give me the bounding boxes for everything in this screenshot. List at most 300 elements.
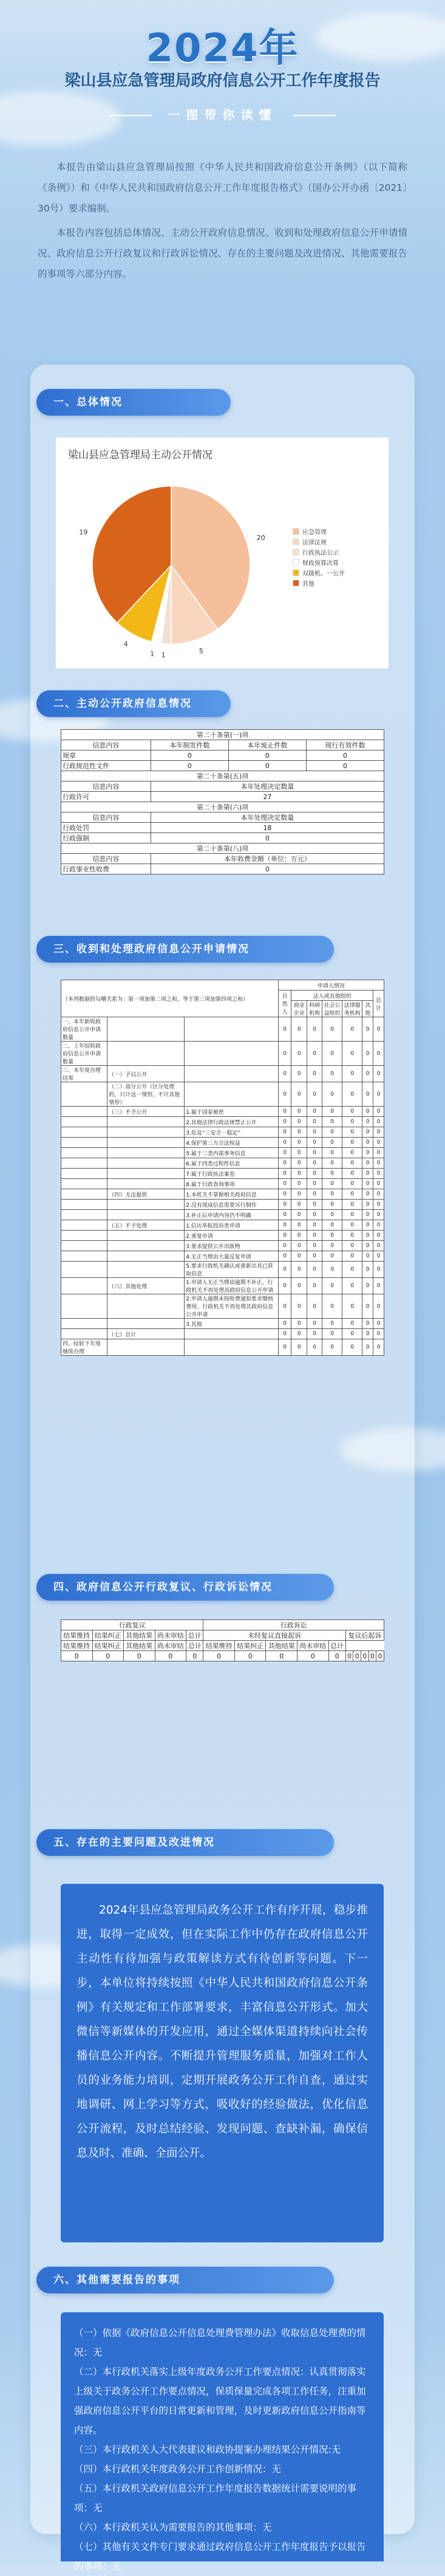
table-cell: 0 xyxy=(306,761,384,771)
pie-data-label: 1 xyxy=(161,651,166,659)
table-cell: 0 xyxy=(307,1262,322,1278)
table-col-header: 本年制发件数 xyxy=(151,740,228,750)
table-cell: 0 xyxy=(291,1148,307,1158)
table-row xyxy=(61,1329,384,1339)
table-cell: 0 xyxy=(278,1329,291,1339)
table-cell: 0 xyxy=(278,1127,291,1138)
table-row xyxy=(61,1251,384,1262)
table-cell: 0 xyxy=(307,1189,322,1200)
table-cell: 0 xyxy=(297,1651,328,1661)
table-cell: 0 xyxy=(291,1329,307,1339)
table-cell: 0 xyxy=(373,1220,384,1231)
table-cell: 0 xyxy=(291,1294,307,1319)
table-cell: 1.属于国家秘密 xyxy=(185,1107,279,1117)
table-cell xyxy=(185,1082,279,1107)
table-cell: （五）不予处理 xyxy=(107,1220,185,1231)
table-cell: 0 xyxy=(278,1210,291,1220)
table-cell: 0 xyxy=(361,1651,369,1661)
table-row xyxy=(61,1042,384,1066)
table-cell xyxy=(61,1251,107,1262)
table-cell: 0 xyxy=(307,1138,322,1148)
table-cell xyxy=(61,1127,107,1138)
table-cell: 0 xyxy=(373,1117,384,1127)
table-cell: 0 xyxy=(362,1179,373,1189)
table-cell: 0 xyxy=(342,1138,362,1148)
table-cell: 0 xyxy=(362,1319,373,1329)
table-cell xyxy=(107,1117,185,1127)
table-row xyxy=(61,864,384,874)
table-cell: 0 xyxy=(291,1158,307,1169)
table-col-header: 总计 xyxy=(186,1630,203,1641)
table-col-header: 其他结果 xyxy=(266,1641,297,1651)
table-cell xyxy=(61,1294,107,1319)
table-cell xyxy=(61,1329,107,1339)
table-cell: 0 xyxy=(362,1220,373,1231)
table-cell: 0 xyxy=(291,1169,307,1179)
table-cell: 0 xyxy=(322,1138,342,1148)
table-cell xyxy=(107,1241,185,1251)
table-cell: 0 xyxy=(307,1179,322,1189)
table-row xyxy=(61,1651,384,1661)
report-header xyxy=(0,0,445,128)
table-cell xyxy=(61,1138,107,1148)
table-cell: 0 xyxy=(342,1329,362,1339)
table-cell: 0 xyxy=(291,1082,307,1107)
table-cell xyxy=(107,1169,185,1179)
table-cell: 2.申请人逾期未按收费通知要求缴纳费用、行政机关不再处理其政府信息公开申请 xyxy=(185,1294,279,1319)
table-cell: 0 xyxy=(362,1251,373,1262)
table-col-header: 尚未审结 xyxy=(155,1630,186,1641)
table-cell: 0 xyxy=(291,1127,307,1138)
table-cell: 0 xyxy=(278,1017,291,1042)
legend-label: 其他 xyxy=(302,581,314,588)
table-cell xyxy=(107,1262,185,1278)
table-cell: 0 xyxy=(342,1294,362,1319)
table-cell: 0 xyxy=(61,1651,93,1661)
table-cell: 0 xyxy=(306,750,384,761)
chart-legend xyxy=(293,527,345,589)
pie-data-label: 19 xyxy=(79,528,88,537)
table-row xyxy=(61,1158,384,1169)
table-cell: 0 xyxy=(373,1231,384,1241)
table-cell: 0 xyxy=(362,1210,373,1220)
table-cell: 0 xyxy=(291,1066,307,1082)
table-col-header: 本年处理决定数量 xyxy=(151,781,384,792)
table-cell: 0 xyxy=(307,1220,322,1231)
other-matter-item: （五）本行政机关政府信息公开工作年度报告数据统计需要说明的事项：无 xyxy=(74,2483,357,2513)
legend-item xyxy=(293,527,345,538)
table-cell: 5.要求行政机关确认或重新出具已获取信息 xyxy=(185,1262,279,1278)
table-cell: 0 xyxy=(373,1329,384,1339)
table-cell: 0 xyxy=(203,1651,235,1661)
table-cell: 0 xyxy=(373,1339,384,1356)
table-cell xyxy=(61,1210,107,1220)
table-cell: 0 xyxy=(322,1179,342,1189)
table-cell: 0 xyxy=(322,1066,342,1082)
table-row xyxy=(61,1179,384,1189)
table-cell xyxy=(61,1231,107,1241)
table-cell: 0 xyxy=(307,1127,322,1138)
other-matter-item: （二）本行政机关落实上级年度政务公开工作要点情况：认真贯彻落实上级关于政务公开工作要点情况，保质保量完成各项工作任务，注重加强政府信息公开平台的日常更新和管理，及时更新政府信息公开指南等内容。 xyxy=(74,2366,366,2436)
table-cell xyxy=(185,1017,279,1042)
table-cell: 0 xyxy=(342,1241,362,1251)
table-cell: 0 xyxy=(291,1138,307,1148)
table-cell: 0 xyxy=(322,1329,342,1339)
table-row xyxy=(61,1231,384,1241)
table-cell xyxy=(61,1278,107,1294)
table-cell: 0 xyxy=(342,1189,362,1200)
legend-swatch xyxy=(293,538,299,545)
table-col-header: 尚未审结 xyxy=(297,1641,328,1651)
table-cell: 0 xyxy=(322,1148,342,1158)
problems-summary xyxy=(61,1884,384,2242)
table-cell: 0 xyxy=(362,1231,373,1241)
table-cell: 0 xyxy=(362,1117,373,1127)
table-cell: 0 xyxy=(278,1148,291,1158)
section-title: 三、收到和处理政府信息公开申请情况 xyxy=(36,936,334,963)
table-cell: 0 xyxy=(342,1220,362,1231)
table-cell: 0 xyxy=(342,1251,362,1262)
table-cell: 0 xyxy=(373,1127,384,1138)
table-cell xyxy=(61,1107,107,1117)
table-cell: 二、上年结转政府信息公开申请数量 xyxy=(61,1042,107,1066)
legend-item xyxy=(293,569,345,579)
section-title: 五、存在的主要问题及改进情况 xyxy=(36,1829,334,1856)
table-cell: 0 xyxy=(373,1082,384,1107)
table-row xyxy=(61,1278,384,1294)
table-cell: 四、结转下年度继续办理 xyxy=(61,1339,107,1356)
table-cell: 6.属于四类过程性信息 xyxy=(185,1158,279,1169)
table-col-header: 结果维持 xyxy=(61,1630,93,1641)
table-cell: 0 xyxy=(342,1017,362,1042)
table-row xyxy=(61,1169,384,1179)
table-cell: 0 xyxy=(373,1251,384,1262)
table-cell: 0 xyxy=(362,1127,373,1138)
table-cell: 0 xyxy=(373,1294,384,1319)
table-cell xyxy=(61,1169,107,1179)
table-cell: 0 xyxy=(322,1251,342,1262)
other-matter-item: （一）依据《政府信息公开信息处理费管理办法》收取信息处理费的情况：无 xyxy=(74,2327,366,2358)
table-cell: 0 xyxy=(307,1278,322,1294)
table-cell: 0 xyxy=(151,750,228,761)
table-cell: 0 xyxy=(373,1262,384,1278)
table-cell: 0 xyxy=(342,1066,362,1082)
table-cell: 0 xyxy=(278,1231,291,1241)
table-cell: 0 xyxy=(373,1066,384,1082)
table-cell: 行政事业性收费 xyxy=(61,864,151,874)
table-cell: 0 xyxy=(307,1158,322,1169)
legend-swatch xyxy=(293,580,299,586)
table-cell xyxy=(61,1200,107,1210)
table-cell xyxy=(61,1148,107,1158)
legend-label: 法律法规 xyxy=(302,540,327,546)
legend-label: 行政执法公示 xyxy=(302,550,339,557)
table-cell: 0 xyxy=(307,1082,322,1107)
table-section-header: 第二十条第(六)项 xyxy=(61,802,384,812)
table-cell: 0 xyxy=(278,1220,291,1231)
table-cell: 0 xyxy=(278,1158,291,1169)
table-col-header: 自然人 xyxy=(278,991,291,1017)
table-cell: 0 xyxy=(373,1148,384,1158)
table-col-header: 商业企业 xyxy=(291,1001,307,1017)
table-col-header: 法律服务机构 xyxy=(342,1001,362,1017)
table-cell: 3.危及“三安全一稳定” xyxy=(185,1127,279,1138)
table-cell: 0 xyxy=(362,1138,373,1148)
table-cell: 0 xyxy=(291,1231,307,1241)
table-cell xyxy=(185,1042,279,1066)
table-cell: 2.重复申请 xyxy=(185,1231,279,1241)
table-cell: 4.无正当理由大量反复申请 xyxy=(185,1251,279,1262)
table-cell: 0 xyxy=(322,1082,342,1107)
table-cell: 0 xyxy=(307,1319,322,1329)
table-col-header: 信息内容 xyxy=(61,812,151,823)
table-cell: 1.本机关不掌握相关政府信息 xyxy=(185,1189,279,1200)
table-cell: 0 xyxy=(151,864,384,874)
table-row xyxy=(61,1339,384,1356)
table-corner-note: （本列数据的勾稽关系为：第一项加第二项之和，等于第三项加第四项之和） xyxy=(61,980,279,1017)
table-cell: 0 xyxy=(373,1017,384,1042)
table-cell xyxy=(107,1042,185,1066)
table-cell xyxy=(107,1210,185,1220)
table-cell: 0 xyxy=(291,1251,307,1262)
legend-swatch xyxy=(293,549,299,555)
table-cell: 27 xyxy=(151,792,384,802)
report-title: 梁山县应急管理局政府信息公开工作年度报告 xyxy=(64,72,381,90)
table-col-header: 尚未审结 xyxy=(155,1641,186,1651)
section-title: 四、政府信息公开行政复议、行政诉讼情况 xyxy=(36,1574,334,1601)
table-cell: 0 xyxy=(278,1117,291,1127)
table-cell: 0 xyxy=(307,1329,322,1339)
table-cell xyxy=(107,1251,185,1262)
legend-label: 双随机、一公开 xyxy=(302,571,345,577)
table-col-header: 法人或其他组织 xyxy=(291,991,373,1001)
table-cell: 0 xyxy=(307,1117,322,1127)
intro-paragraph: 本报告内容包括总体情况、主动公开政府信息情况、收到和处理政府信息公开申请情况、政府信息公开行政复议和行政诉讼情况、存在的主要问题及改进情况、其他需要报告的事项等六部分内容。 xyxy=(38,227,407,280)
table-cell xyxy=(61,1117,107,1127)
table-cell: 0 xyxy=(342,1158,362,1169)
table-cell: 0 xyxy=(342,1148,362,1158)
table-cell: 0 xyxy=(373,1158,384,1169)
section-title: 六、其他需要报告的事项 xyxy=(36,2267,334,2293)
table-cell: 3.其他 xyxy=(185,1319,279,1329)
table-row xyxy=(61,823,384,833)
table-col-header: 现行有效件数 xyxy=(306,740,384,750)
table-cell: 行政规范性文件 xyxy=(61,761,151,771)
table-cell: 0 xyxy=(278,1179,291,1189)
table-cell: 0 xyxy=(291,1042,307,1066)
table-cell: 0 xyxy=(322,1220,342,1231)
table-cell: 0 xyxy=(322,1319,342,1329)
table-cell xyxy=(107,1231,185,1241)
pie-data-label: 1 xyxy=(150,650,155,658)
table-col-header: 本年废止件数 xyxy=(228,740,306,750)
table-cell: 0 xyxy=(362,1339,373,1356)
application-handling-table xyxy=(61,980,384,1356)
table-cell: 0 xyxy=(186,1651,203,1661)
table-cell: 0 xyxy=(291,1179,307,1189)
table-cell: 0 xyxy=(278,1251,291,1262)
table-col-header: 复议后起诉 xyxy=(345,1630,384,1641)
table-cell xyxy=(185,1339,279,1356)
table-row xyxy=(61,1066,384,1082)
proactive-disclosure-table xyxy=(61,729,384,874)
table-row xyxy=(61,1138,384,1148)
table-col-header: 结果纠正 xyxy=(92,1630,124,1641)
legend-item xyxy=(293,579,345,589)
table-cell: 0 xyxy=(266,1651,297,1661)
table-cell xyxy=(107,1179,185,1189)
table-cell: 3.要求提供公开出版物 xyxy=(185,1241,279,1251)
table-cell: 0 xyxy=(342,1169,362,1179)
table-col-header: 总计 xyxy=(186,1641,203,1651)
table-cell: 0 xyxy=(278,1262,291,1278)
table-cell: 0 xyxy=(291,1262,307,1278)
table-col-header: 总计 xyxy=(328,1641,345,1651)
table-cell: 0 xyxy=(342,1319,362,1329)
table-cell: 0 xyxy=(342,1278,362,1294)
other-matter-item: （三）本行政机关人大代表建议和政协提案办理结果公开情况:无 xyxy=(74,2444,341,2455)
table-cell: 三、本年度办理结果 xyxy=(61,1066,107,1082)
table-row xyxy=(61,1017,384,1042)
table-cell xyxy=(61,1220,107,1231)
table-cell: 0 xyxy=(322,1294,342,1319)
table-cell: 0 xyxy=(373,1179,384,1189)
table-cell: 0 xyxy=(291,1107,307,1117)
table-cell: 0 xyxy=(278,1241,291,1251)
table-cell: 0 xyxy=(278,1189,291,1200)
table-cell: 0 xyxy=(228,761,306,771)
table-col-header: 其他结果 xyxy=(124,1641,155,1651)
table-cell xyxy=(61,1241,107,1251)
table-cell: 0 xyxy=(373,1278,384,1294)
table-cell: 0 xyxy=(234,1651,266,1661)
table-row xyxy=(61,1200,384,1210)
table-cell xyxy=(107,1339,185,1356)
table-cell: 行政处罚 xyxy=(61,823,151,833)
table-cell xyxy=(107,1200,185,1210)
table-col-header: 本年收费金额（单位：万元） xyxy=(151,854,384,864)
legend-label: 财政预算决算 xyxy=(302,560,339,567)
table-cell: 0 xyxy=(307,1169,322,1179)
table-cell: 0 xyxy=(342,1042,362,1066)
legend-item xyxy=(293,538,345,548)
table-section-header: 第二十条第(八)项 xyxy=(61,843,384,854)
table-cell: 0 xyxy=(92,1651,124,1661)
table-row xyxy=(61,1117,384,1127)
table-cell xyxy=(107,1158,185,1169)
table-cell: 0 xyxy=(373,1200,384,1210)
table-cell: （一）予以公开 xyxy=(107,1066,185,1082)
table-cell: 0 xyxy=(322,1262,342,1278)
table-row xyxy=(61,1294,384,1319)
table-cell: 0 xyxy=(228,750,306,761)
table-section-header: 第二十条第(一)项 xyxy=(61,730,384,740)
table-cell: 0 xyxy=(342,1200,362,1210)
table-cell: （三）不予公开 xyxy=(107,1107,185,1117)
table-cell: 0 xyxy=(307,1210,322,1220)
table-cell: 行政强制 xyxy=(61,833,151,843)
table-cell: 0 xyxy=(362,1200,373,1210)
table-cell xyxy=(107,1127,185,1138)
summary-paragraph: 2024年县应急管理局政务公开工作有序开展，稳步推进，取得一定成效，但在实际工作中仍存在政府信息公开主动性有待加强与政策解读方式有待创新等问题。下一步，本单位将持续按照《中华人民共和国政府信息公开条例》有关规定和工作部署要求，丰富信息公开形式。加大微信等新媒体的开发应用，通过全媒体渠道持续向社会传播信息公开内容。不断提升管理服务质量，加强对工作人员的业务能力培训，定期开展政务公开工作自查，通过实地调研、网上学习等方式，吸收好的经验做法，优化信息公开流程，及时总结经验、发现问题、查缺补漏，确保信息及时、准确、全面公开。 xyxy=(76,1904,368,2160)
table-cell: 0 xyxy=(322,1189,342,1200)
table-cell: 18 xyxy=(151,823,384,833)
table-cell: 0 xyxy=(342,1262,362,1278)
table-cell: 0 xyxy=(278,1107,291,1117)
table-cell: 0 xyxy=(278,1319,291,1329)
table-cell: 0 xyxy=(373,1042,384,1066)
table-cell: 0 xyxy=(278,1066,291,1082)
table-cell xyxy=(61,1189,107,1200)
table-cell: 0 xyxy=(291,1117,307,1127)
table-cell: 0 xyxy=(373,1169,384,1179)
other-matters xyxy=(61,2312,384,2572)
table-cell: 0 xyxy=(373,1319,384,1329)
section-title: 二、主动公开政府信息情况 xyxy=(36,690,231,717)
table-cell: 4.保护第三方合法权益 xyxy=(185,1138,279,1148)
pie-chart xyxy=(56,438,389,668)
table-cell xyxy=(61,1319,107,1329)
table-row xyxy=(61,1262,384,1278)
table-cell: 0 xyxy=(307,1148,322,1158)
table-cell: 3.补正后申请内容仍不明确 xyxy=(185,1210,279,1220)
table-cell: 0 xyxy=(362,1329,373,1339)
table-cell: 0 xyxy=(342,1179,362,1189)
table-cell: 0 xyxy=(362,1042,373,1066)
other-matter-item: （七）其他有关文件专门要求通过政府信息公开工作年度报告予以报告的事项：无 xyxy=(74,2541,366,2572)
table-cell: 0 xyxy=(291,1200,307,1210)
table-cell: 0 xyxy=(322,1200,342,1210)
table-cell: 0 xyxy=(291,1241,307,1251)
table-col-header: 社会公益组织 xyxy=(322,1001,342,1017)
table-cell xyxy=(61,1262,107,1278)
table-cell: （七）总计 xyxy=(107,1329,185,1339)
table-cell: 0 xyxy=(322,1117,342,1127)
review-litigation-table xyxy=(61,1619,384,1661)
table-row xyxy=(61,1148,384,1158)
table-cell: 0 xyxy=(291,1278,307,1294)
table-cell: 0 xyxy=(342,1127,362,1138)
table-cell: 0 xyxy=(369,1651,376,1661)
table-row xyxy=(61,833,384,843)
other-matter-item: （四）本行政机关年度政务公开工作创新情况：无 xyxy=(74,2464,282,2475)
table-cell: 0 xyxy=(278,1294,291,1319)
pie-data-label: 4 xyxy=(123,640,128,648)
table-cell: 0 xyxy=(373,1241,384,1251)
table-row xyxy=(61,1189,384,1200)
table-cell xyxy=(107,1148,185,1158)
table-cell: 0 xyxy=(307,1251,322,1262)
table-cell: 0 xyxy=(291,1189,307,1200)
table-cell: 0 xyxy=(362,1066,373,1082)
table-cell xyxy=(107,1294,185,1319)
table-col-header: 未经复议直接起诉 xyxy=(203,1630,345,1641)
table-cell xyxy=(107,1319,185,1329)
table-cell: 0 xyxy=(307,1200,322,1210)
table-cell: 0 xyxy=(342,1210,362,1220)
table-cell: 行政许可 xyxy=(61,792,151,802)
table-cell: 0 xyxy=(307,1339,322,1356)
pie-data-label: 5 xyxy=(199,647,203,655)
table-col-header: 申请人情况 xyxy=(278,980,384,991)
table-col-header: 本年处理决定数量 xyxy=(151,812,384,823)
table-cell: 0 xyxy=(328,1651,345,1661)
table-cell xyxy=(61,1082,107,1107)
table-cell: 0 xyxy=(322,1042,342,1066)
table-cell: 0 xyxy=(373,1107,384,1117)
table-cell: 0 xyxy=(342,1082,362,1107)
table-cell: 0 xyxy=(362,1148,373,1158)
